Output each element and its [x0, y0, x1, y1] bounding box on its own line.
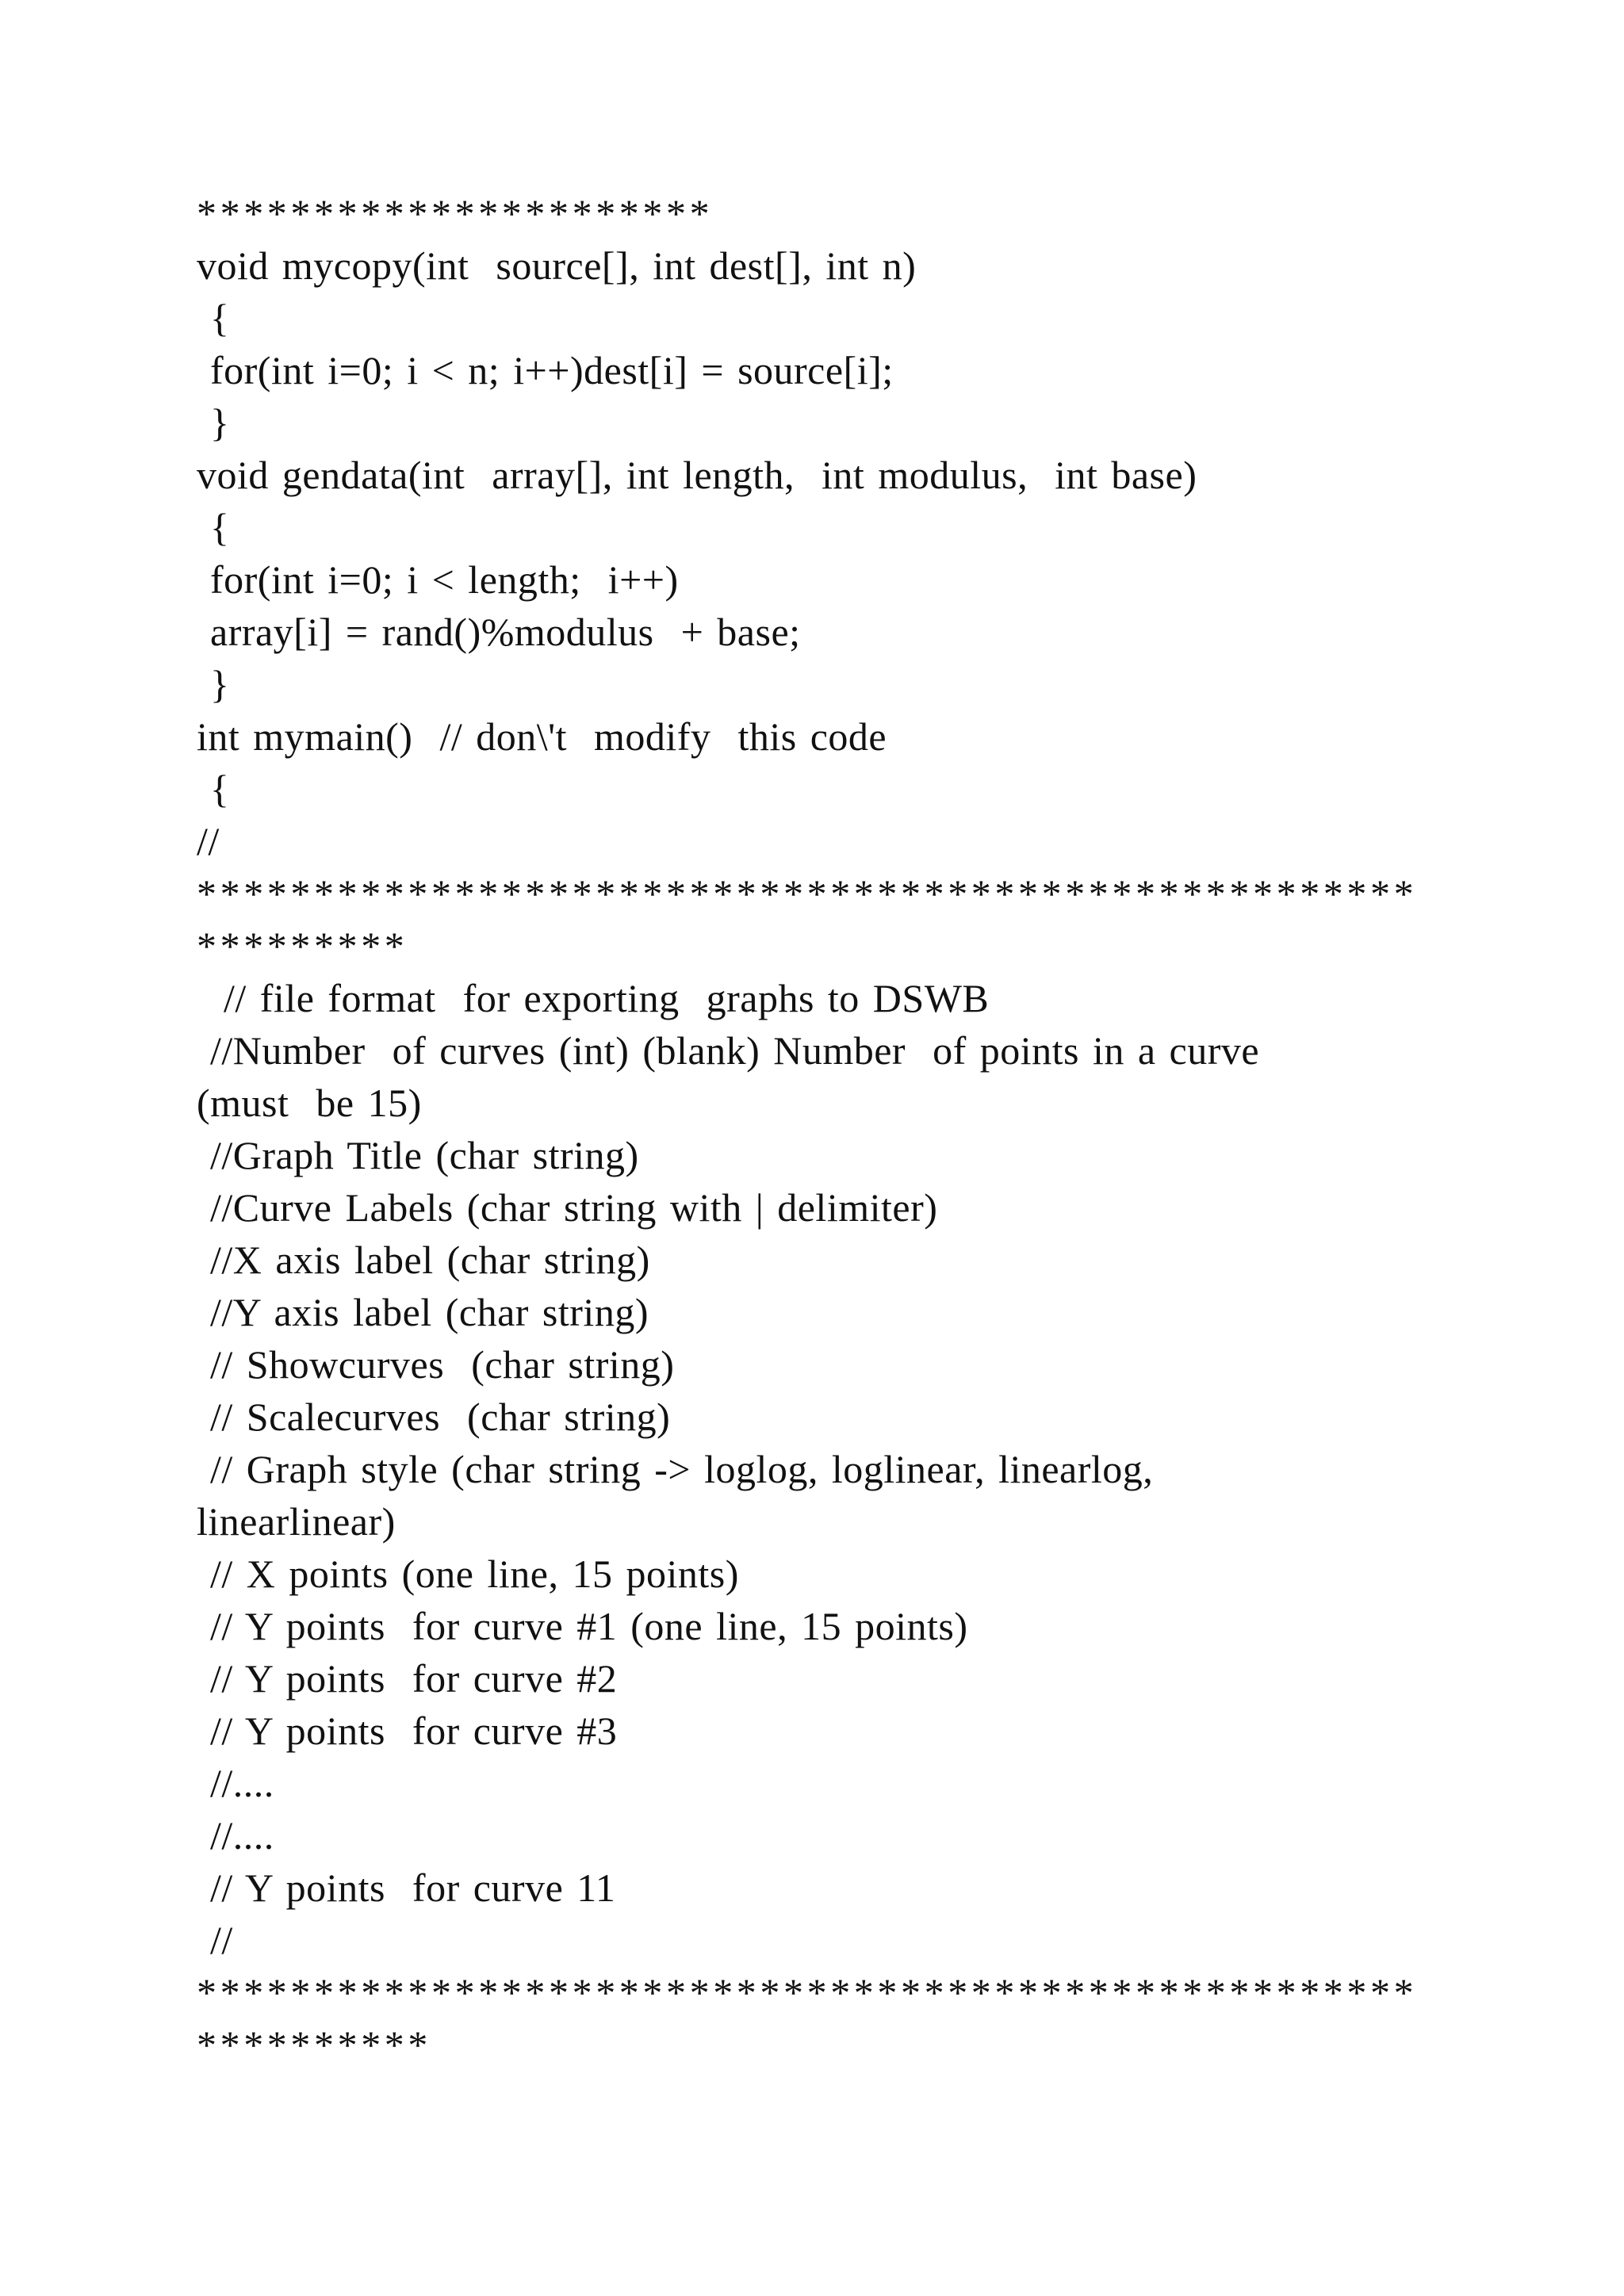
comment-line: // Scalecurves (char string) [197, 1395, 671, 1439]
code-line: } [197, 400, 230, 445]
code-listing [197, 187, 1434, 2071]
code-line: { [197, 505, 230, 549]
separator-line: ********** [197, 2022, 431, 2067]
comment-line: linearlinear) [197, 1499, 396, 1544]
comment-line: //X axis label (char string) [197, 1238, 650, 1282]
comment-line: // Y points for curve #1 (one line, 15 points) [197, 1604, 968, 1648]
comment-line: // file format for exporting graphs to DSWB [197, 976, 990, 1020]
comment-line: // Y points for curve #2 [197, 1656, 618, 1701]
comment-line: (must be 15) [197, 1081, 422, 1125]
code-line: int mymain() // don\'t modify this code [197, 714, 887, 759]
comment-line: // Showcurves (char string) [197, 1342, 675, 1387]
comment-line: //Y axis label (char string) [197, 1290, 649, 1334]
comment-line: //.... [197, 1813, 274, 1858]
code-line: void gendata(int array[], int length, int modulus, int base) [197, 453, 1197, 497]
code-line: } [197, 662, 230, 706]
separator-line: ********* [197, 924, 408, 968]
comment-line: // [197, 819, 220, 863]
comment-line: // [197, 1918, 233, 1962]
code-line: { [197, 296, 230, 340]
separator-line: **************************************************** [197, 1970, 1418, 2015]
code-line: void mycopy(int source[], int dest[], int n) [197, 243, 917, 288]
comment-line: //.... [197, 1761, 274, 1805]
code-line: { [197, 767, 230, 811]
comment-line: // Y points for curve 11 [197, 1866, 616, 1910]
code-line: array[i] = rand()%modulus + base; [197, 610, 801, 654]
separator-line: **************************************************** [197, 871, 1418, 916]
comment-line: //Graph Title (char string) [197, 1133, 639, 1177]
comment-line: //Number of curves (int) (blank) Number of points in a curve [197, 1028, 1260, 1073]
comment-line: // X points (one line, 15 points) [197, 1552, 739, 1596]
code-line: for(int i=0; i < n; i++)dest[i] = source[i]; [197, 348, 894, 392]
separator-line: ********************** [197, 191, 714, 235]
comment-line: // Y points for curve #3 [197, 1709, 618, 1753]
comment-line: // Graph style (char string -> loglog, loglinear, linearlog, [197, 1447, 1154, 1491]
comment-line: //Curve Labels (char string with | delimiter) [197, 1185, 938, 1230]
code-line: for(int i=0; i < length; i++) [197, 557, 679, 602]
